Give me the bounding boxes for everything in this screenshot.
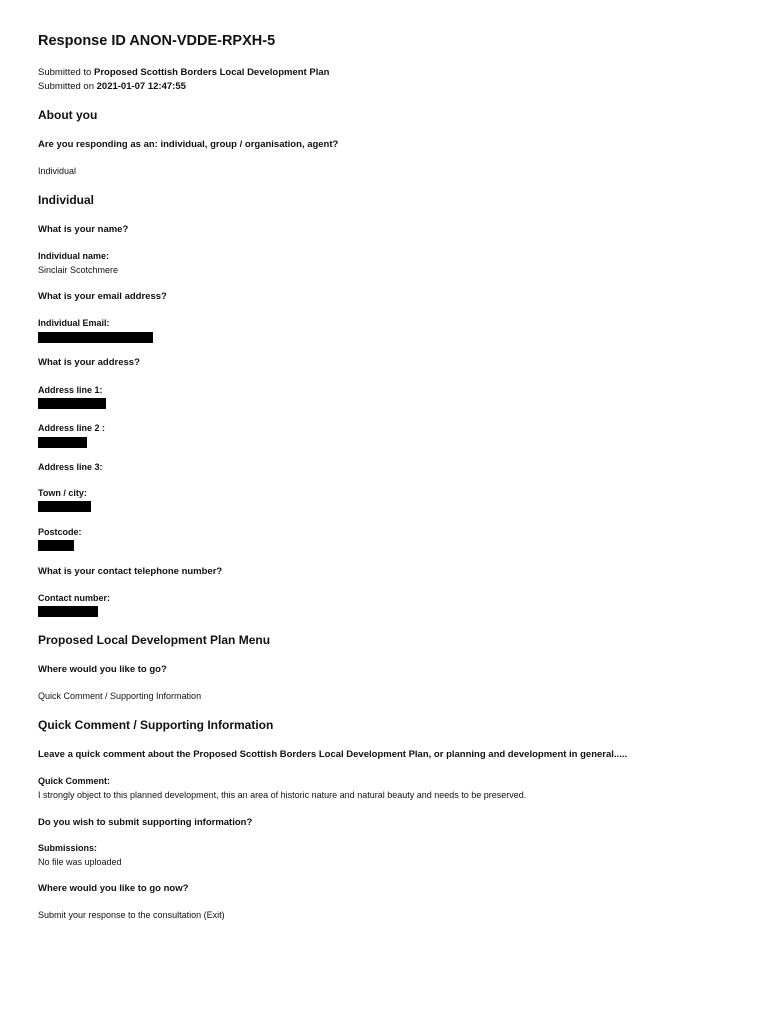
answer-where-to-go: Quick Comment / Supporting Information	[38, 691, 202, 701]
question-where-to-go-now: Where would you like to go now?	[38, 883, 189, 894]
value-individual-name: Sinclair Scotchmere	[38, 265, 119, 275]
label-address-line-3: Address line 3:	[38, 462, 103, 472]
redacted-postcode	[38, 540, 74, 551]
label-address-line-2: Address line 2 :	[38, 423, 106, 433]
section-heading-individual: Individual	[38, 193, 95, 207]
section-heading-about-you: About you	[38, 108, 98, 122]
submitted-on-label: Submitted on	[38, 81, 94, 92]
submitted-to-line	[38, 67, 329, 78]
redacted-address-line-1	[38, 398, 106, 409]
label-individual-name: Individual name:	[38, 251, 110, 261]
answer-where-to-go-now: Submit your response to the consultation (Exit)	[38, 910, 225, 920]
value-submissions: No file was uploaded	[38, 857, 122, 867]
redacted-contact-number	[38, 606, 98, 617]
redacted-address-line-2	[38, 437, 87, 448]
question-responding-as: Are you responding as an: individual, group / organisation, agent?	[38, 139, 339, 150]
question-address: What is your address?	[38, 357, 140, 368]
section-heading-plan-menu: Proposed Local Development Plan Menu	[38, 633, 271, 647]
redacted-email	[38, 332, 153, 343]
label-individual-email: Individual Email:	[38, 318, 110, 328]
answer-responding-as: Individual	[38, 166, 77, 176]
value-quick-comment: I strongly object to this planned development, this an area of historic nature and natural beauty and needs to be preserved.	[38, 790, 527, 800]
label-address-line-1: Address line 1:	[38, 385, 103, 395]
page-title: Response ID ANON-VDDE-RPXH-5	[38, 33, 276, 49]
submitted-on-line	[38, 81, 186, 92]
label-town-city: Town / city:	[38, 488, 87, 498]
submitted-to-value: Proposed Scottish Borders Local Development Plan	[93, 67, 330, 78]
question-name: What is your name?	[38, 224, 129, 235]
submitted-on-value: 2021-01-07 12:47:55	[96, 81, 186, 92]
submitted-to-label: Submitted to	[38, 67, 92, 78]
question-telephone: What is your contact telephone number?	[38, 566, 223, 577]
label-submissions: Submissions:	[38, 843, 98, 853]
question-email: What is your email address?	[38, 291, 167, 302]
section-heading-quick-comment: Quick Comment / Supporting Information	[38, 718, 274, 732]
redacted-town-city	[38, 501, 91, 512]
label-quick-comment: Quick Comment:	[38, 776, 111, 786]
question-quick-comment: Leave a quick comment about the Proposed Scottish Borders Local Development Plan, or planning and development in general.....	[38, 749, 628, 760]
label-contact-number: Contact number:	[38, 593, 110, 603]
question-supporting-information: Do you wish to submit supporting information?	[38, 817, 253, 828]
question-where-to-go: Where would you like to go?	[38, 664, 167, 675]
label-postcode: Postcode:	[38, 527, 82, 537]
